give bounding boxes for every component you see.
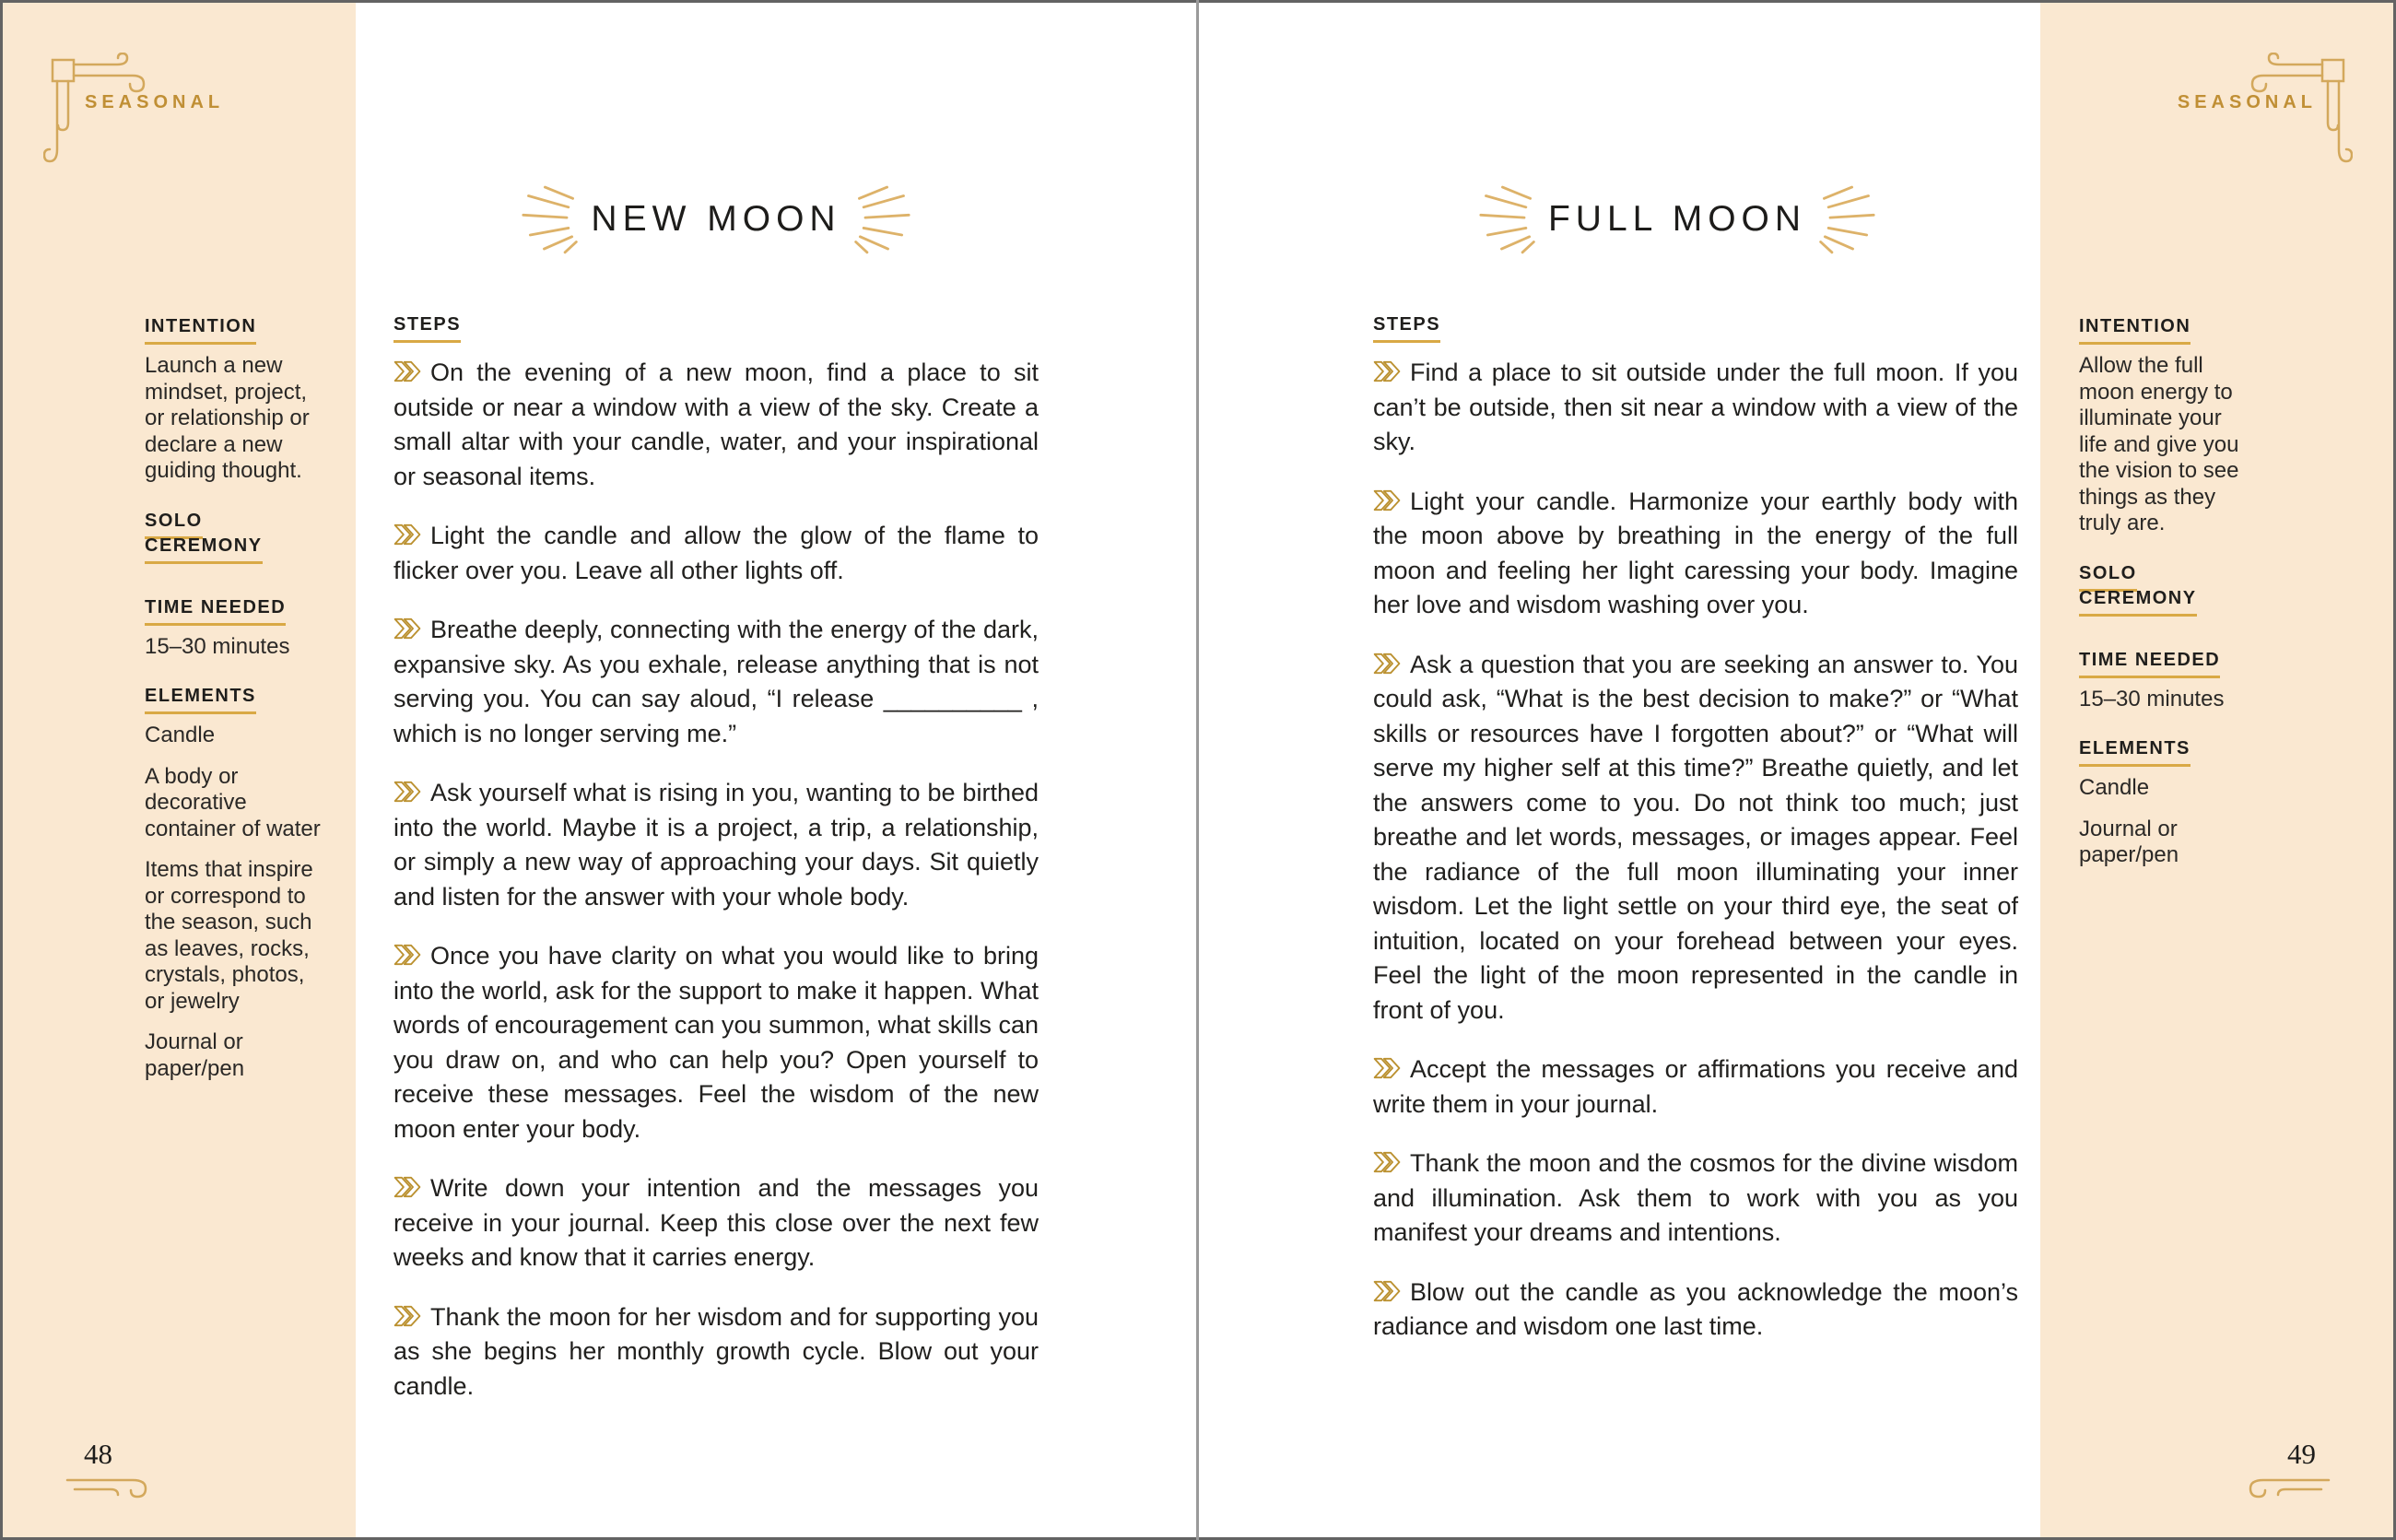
chevron-bullet-icon xyxy=(393,944,422,966)
foot-flourish-icon xyxy=(65,1474,150,1499)
sunburst-rays-icon xyxy=(1478,183,1539,255)
sunburst-rays-icon xyxy=(851,183,911,255)
step-item: Ask a question that you are seeking an answer to. You could ask, “What is the best decision to make?” or “What skills or resources have I forgotten about?” or “What will serve my higher self at this time?” Breathe quietly, and let the answers come to you. Do not think too much; just breathe and let words, messages, or images appear. Feel the radiance of the full moon illuminating your inner wisdom. Let the light settle on your third eye, the seat of intuition, located on your forehead between your eyes. Feel the light of the moon represented in the candle in front of you. xyxy=(1373,650,2018,1024)
chevron-bullet-icon xyxy=(393,1305,422,1327)
intention-text: Allow the full moon energy to illuminate your life and give you the vision to see things as they truly are. xyxy=(2079,353,2239,535)
elements-heading: ELEMENTS xyxy=(2079,736,2250,761)
chevron-bullet-icon xyxy=(1373,489,1402,511)
sunburst-rays-icon xyxy=(1815,183,1876,255)
ceremony-type-heading: SOLO CEREMONY xyxy=(2079,561,2250,611)
section-label: SEASONAL xyxy=(2177,92,2317,112)
steps-column xyxy=(1373,314,2018,1370)
chapter-title-row xyxy=(393,187,1039,252)
chevron-bullet-icon xyxy=(1373,1280,1402,1302)
element-item: Journal or paper/pen xyxy=(2079,816,2179,867)
chevron-bullet-icon xyxy=(1373,360,1402,382)
step-item: Thank the moon and the cosmos for the divine wisdom and illumination. Ask them to work with you as you manifest your dreams and intentions. xyxy=(1373,1149,2018,1246)
elements-heading: ELEMENTS xyxy=(145,684,324,709)
chevron-bullet-icon xyxy=(1373,1151,1402,1173)
step-item: Once you have clarity on what you would like to bring into the world, ask for the support to make it happen. What words of encouragement can you summon, what skills can you draw on, and who can help you? Open yourself to receive these messages. Feel the wisdom of the new moon enter your body. xyxy=(393,942,1039,1143)
chevron-bullet-icon xyxy=(393,523,422,546)
ceremony-type-heading: SOLO CEREMONY xyxy=(145,509,324,558)
foot-flourish-icon xyxy=(2246,1474,2331,1499)
step-item: Accept the messages or affirmations you receive and write them in your journal. xyxy=(1373,1055,2018,1118)
steps-column xyxy=(393,314,1039,1428)
element-item: A body or decorative container of water xyxy=(145,763,321,841)
step-item: Write down your intention and the messages you receive in your journal. Keep this close over the next few weeks and know that it carries energy. xyxy=(393,1174,1039,1271)
time-needed-text: 15–30 minutes xyxy=(2079,686,2225,711)
chevron-bullet-icon xyxy=(393,360,422,382)
intention-heading: INTENTION xyxy=(145,314,324,339)
page-number: 49 xyxy=(2287,1438,2316,1470)
page-number: 48 xyxy=(84,1438,112,1470)
chevron-bullet-icon xyxy=(393,1176,422,1198)
chevron-bullet-icon xyxy=(1373,1057,1402,1079)
page-title: FULL MOON xyxy=(1547,199,1807,239)
chevron-bullet-icon xyxy=(1373,652,1402,675)
left-sidebar-info xyxy=(145,314,324,1097)
chevron-bullet-icon xyxy=(393,781,422,803)
step-item: Blow out the candle as you acknowledge the moon’s radiance and wisdom one last time. xyxy=(1373,1277,2018,1340)
page-title: NEW MOON xyxy=(591,199,841,239)
section-label: SEASONAL xyxy=(85,92,225,112)
step-item: Light your candle. Harmonize your earthly body with the moon above by breathing in the energy of the full moon and feeling her light caressing your body. Imagine her love and wisdom washing over you. xyxy=(1373,487,2018,618)
chevron-bullet-icon xyxy=(393,617,422,640)
element-item: Journal or paper/pen xyxy=(145,1029,245,1081)
step-item: Thank the moon for her wisdom and for supporting you as she begins her monthly growth cycle. Blow out your candle. xyxy=(393,1302,1039,1400)
time-needed-text: 15–30 minutes xyxy=(145,633,290,659)
element-item: Candle xyxy=(145,723,216,747)
chapter-title-row xyxy=(1355,187,2000,252)
time-needed-heading: TIME NEEDED xyxy=(2079,648,2250,673)
intention-heading: INTENTION xyxy=(2079,314,2250,339)
steps-heading: STEPS xyxy=(393,314,1039,335)
element-item: Items that inspire or correspond to the season, such as leaves, rocks, crystals, photos, or jewelry xyxy=(145,857,313,1014)
step-item: Find a place to sit outside under the full moon. If you can’t be outside, then sit near a window with a view of the sky. xyxy=(1373,359,2018,455)
intention-text: Launch a new mindset, project, or relationship or declare a new guiding thought. xyxy=(145,353,310,483)
step-item: Light the candle and allow the glow of the flame to flicker over you. Leave all other lights off. xyxy=(393,522,1039,584)
element-item: Candle xyxy=(2079,775,2150,800)
step-item: On the evening of a new moon, find a place to sit outside or near a window with a view of the sky. Create a small altar with your candle, water, and your inspirational or seasonal items. xyxy=(393,359,1039,490)
step-item: Breathe deeply, connecting with the energy of the dark, expansive sky. As you exhale, release anything that is not serving you. You can say aloud, “I release __________ , which is no longer serving me.” xyxy=(393,616,1039,747)
steps-heading: STEPS xyxy=(1373,314,2018,335)
sunburst-rays-icon xyxy=(521,183,581,255)
page-gutter-divider xyxy=(1196,0,1199,1540)
right-sidebar-info xyxy=(2079,314,2250,884)
step-item: Ask yourself what is rising in you, wanting to be birthed into the world. Maybe it is a project, a trip, a relationship, or simply a new way of approaching your days. Sit quietly and listen for the answer with your whole body. xyxy=(393,779,1039,911)
time-needed-heading: TIME NEEDED xyxy=(145,595,324,620)
